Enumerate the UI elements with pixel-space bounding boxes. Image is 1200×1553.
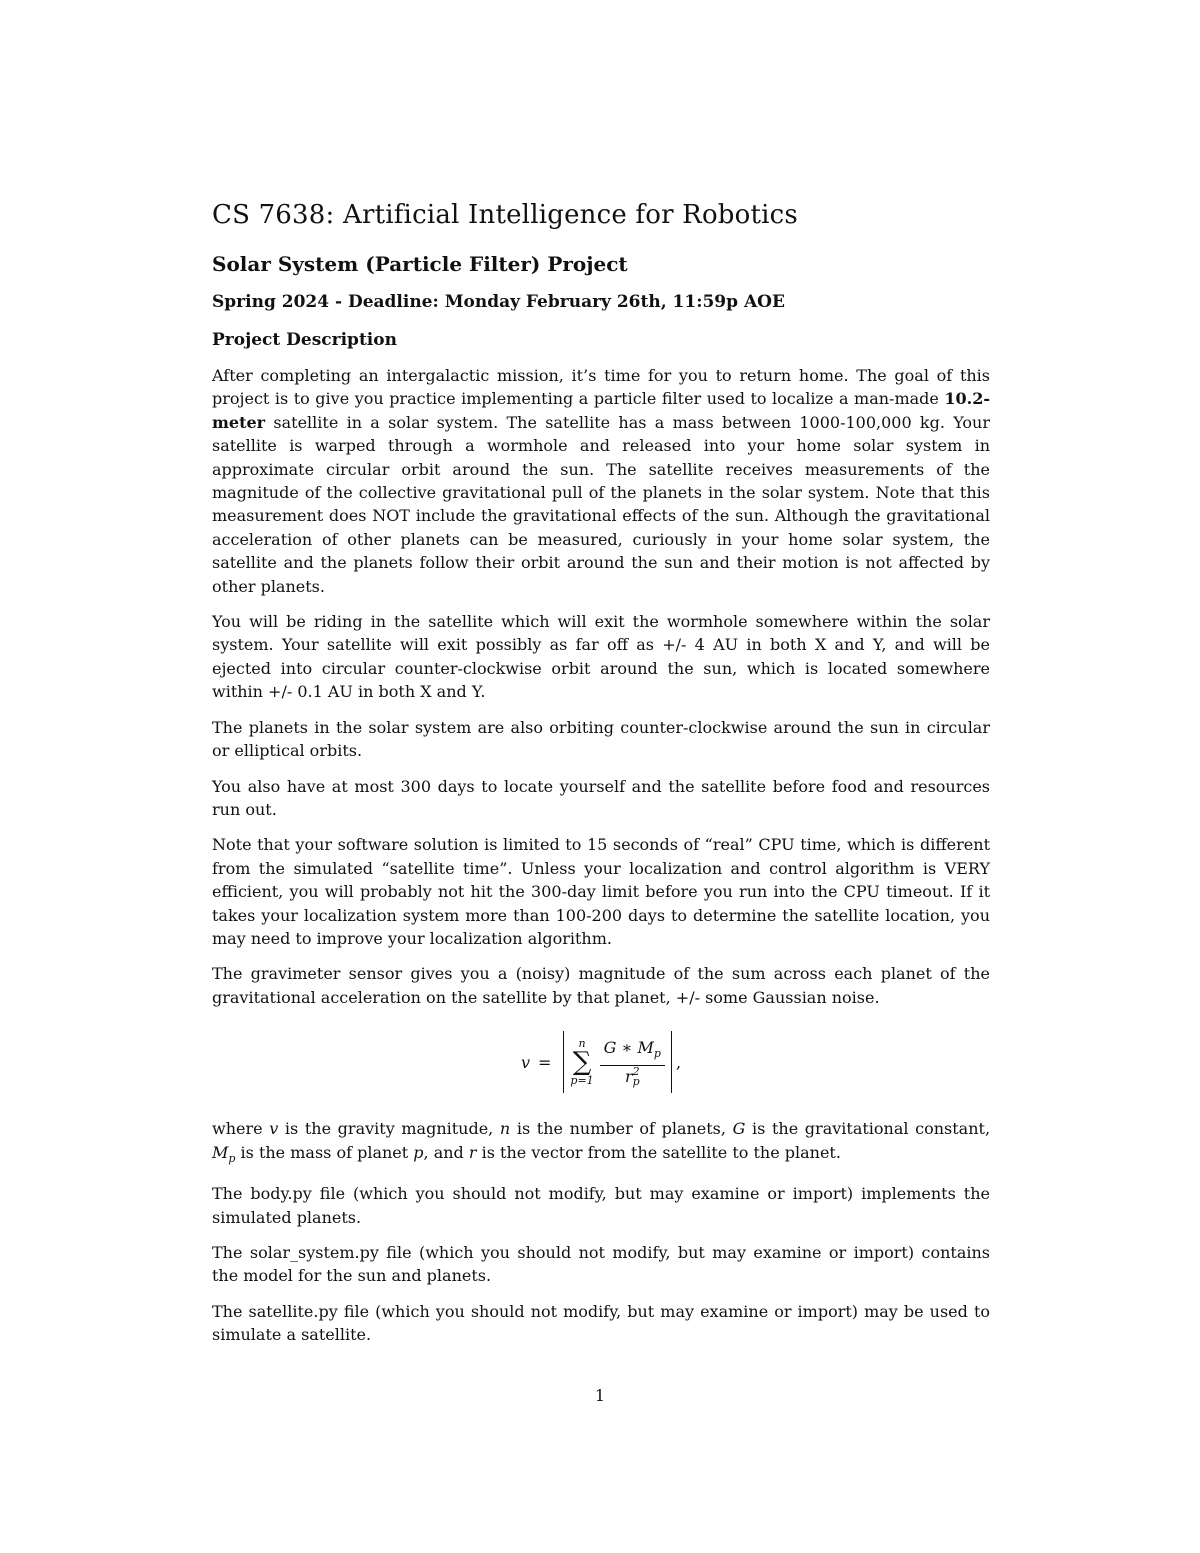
denominator-text: r bbox=[624, 1066, 633, 1086]
document-page bbox=[212, 200, 990, 1359]
where-text-1: where bbox=[212, 1119, 270, 1139]
where-var-r: r bbox=[468, 1142, 477, 1162]
equation-absolute-value bbox=[563, 1031, 672, 1093]
where-text-3: is the number of planets, bbox=[510, 1119, 733, 1139]
paragraph-satellite-py: The satellite.py file (which you should not modify, but may examine or import) may be used to simulate a satellite. bbox=[212, 1301, 990, 1345]
equation-fraction bbox=[600, 1037, 665, 1088]
equation-summation bbox=[570, 1038, 593, 1086]
paragraph-days: You also have at most 300 days to locate yourself and the satellite before food and resources run out. bbox=[212, 776, 990, 819]
denominator-superscript: 2 bbox=[632, 1065, 640, 1079]
page-number: 1 bbox=[594, 1386, 606, 1405]
denominator-subscript: p bbox=[632, 1075, 640, 1089]
paragraph-intro-part-a: After completing an intergalactic mission, it’s time for you to return home. The goal of this project is to give you practice implementing a particle filter used to localize a man-made bbox=[212, 366, 990, 409]
fraction-denominator bbox=[625, 1066, 640, 1088]
where-text-4: is the gravitational constant, bbox=[745, 1119, 991, 1139]
paragraph-body-py: The body.py file (which you should not modify, but may examine or import) implements the simulated planets. bbox=[212, 1184, 990, 1227]
where-var-v: v bbox=[269, 1119, 279, 1139]
sum-upper-limit: n bbox=[578, 1037, 586, 1051]
equation-comma: , bbox=[675, 1052, 682, 1072]
where-var-m-sub: p bbox=[228, 1151, 236, 1165]
section-heading: Project Description bbox=[212, 330, 397, 350]
paragraph-solar-system-py: The solar_system.py file (which you should not modify, but may examine or import) contains the model for the sun and planets. bbox=[212, 1242, 990, 1286]
gravity-equation bbox=[212, 1031, 990, 1101]
numerator-text: G ∗ M bbox=[603, 1037, 654, 1057]
paragraph-intro bbox=[212, 364, 990, 598]
paragraph-intro-bold: 10.2-meter bbox=[212, 389, 990, 432]
sigma-symbol: ∑ bbox=[572, 1047, 592, 1078]
paragraph-cpu: Note that your software solution is limited to 15 seconds of “real” CPU time, which is different from the simulated “satellite time”. Unless your localization and control algorithm is VERY efficient, you will probably not hit the 300-day limit before you run into the CPU timeout. If it takes your localization system more than 100-200 days to determine the satellite location, you may need to improve your localization algorithm. bbox=[212, 835, 990, 948]
where-text-7: is the vector from the satellite to the planet. bbox=[476, 1142, 841, 1162]
paragraph-intro-part-b: satellite in a solar system. The satellite has a mass between 1000-100,000 kg. Your satellite is warped through a wormhole and released into your home solar system in approximate circular orbit around the sun. The satellite receives measurements of the magnitude of the collective gravitational pull of the planets in the solar system. Note that this measurement does NOT include the gravitational effects of the sun. Although the gravitational acceleration of other planets can be measured, curiously in your home solar system, the satellite and the planets follow their orbit around the sun and their motion is not affected by other planets. bbox=[212, 412, 990, 596]
equation-lhs: v bbox=[520, 1052, 530, 1072]
where-text-5: is the mass of planet bbox=[235, 1142, 414, 1162]
numerator-subscript: p bbox=[653, 1046, 661, 1060]
where-var-m: M bbox=[212, 1142, 229, 1162]
paragraph-where bbox=[212, 1117, 990, 1170]
paragraph-planets: The planets in the solar system are also orbiting counter-clockwise around the sun in circular or elliptical orbits. bbox=[212, 717, 990, 761]
document-subtitle: Solar System (Particle Filter) Project bbox=[212, 252, 628, 276]
paragraph-wormhole: You will be riding in the satellite which will exit the wormhole somewhere within the solar system. Your satellite will exit possibly as far off as +/- 4 AU in both X and Y, and will be ejected into circular counter-clockwise orbit around the sun, which is located somewhere within +/- 0.1 AU in both X and Y. bbox=[212, 612, 990, 702]
where-var-g: G bbox=[732, 1119, 746, 1139]
equation-body bbox=[521, 1031, 681, 1093]
paragraph-gravimeter: The gravimeter sensor gives you a (noisy) magnitude of the sum across each planet of the gravitational acceleration on the satellite by that planet, +/- some Gaussian noise. bbox=[212, 964, 990, 1007]
where-var-p: p bbox=[413, 1142, 424, 1162]
equation-equals: = bbox=[538, 1052, 552, 1072]
document-title: CS 7638: Artificial Intelligence for Robotics bbox=[212, 200, 798, 230]
deadline-line: Spring 2024 - Deadline: Monday February 26th, 11:59p AOE bbox=[212, 292, 785, 312]
where-text-2: is the gravity magnitude, bbox=[278, 1119, 500, 1139]
sum-lower-limit: p=1 bbox=[570, 1074, 594, 1088]
fraction-numerator bbox=[600, 1037, 665, 1066]
where-var-n: n bbox=[499, 1119, 511, 1139]
where-text-6: , and bbox=[423, 1142, 469, 1162]
